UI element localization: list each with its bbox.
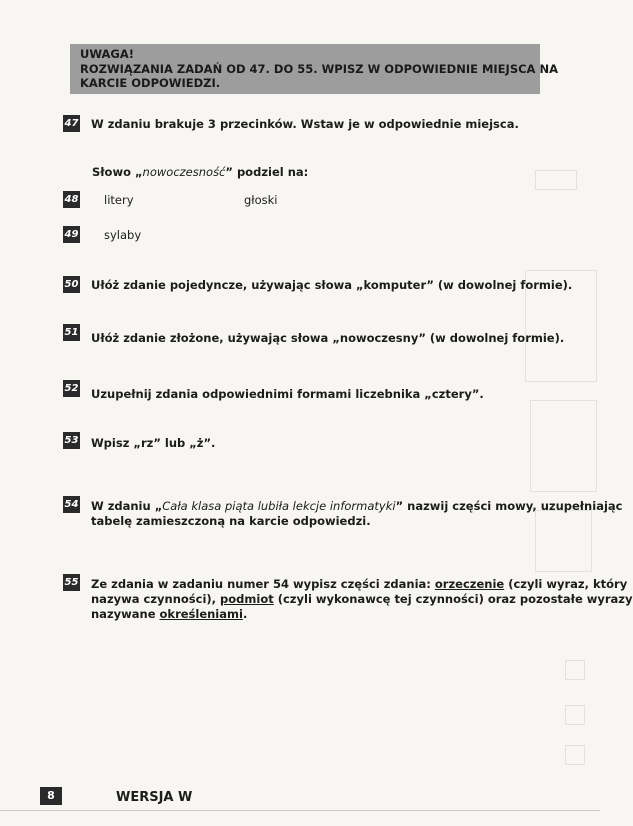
task-54-line-2: tabelę zamieszczoną na karcie odpowiedzi.	[91, 514, 371, 528]
task-55-line-2	[91, 592, 633, 607]
page-number: 8	[40, 787, 62, 805]
footer-divider	[0, 810, 600, 811]
show-through-background	[525, 150, 600, 800]
task-48-litery: litery	[104, 193, 134, 207]
t55-d: nazywa czynności),	[91, 592, 221, 606]
task-number-53: 53	[63, 432, 80, 449]
t54-post: ” nazwij części mowy, uzupełniając	[395, 499, 623, 513]
task-number-47: 47	[63, 115, 80, 132]
task-number-55: 55	[63, 574, 80, 591]
banner-line-3: KARCIE ODPOWIEDZI.	[80, 76, 221, 90]
t55-okreslenia: określeniami	[159, 607, 243, 621]
intro-pre: Słowo „	[92, 165, 143, 179]
version-label: WERSJA W	[116, 790, 193, 805]
t54-pre: W zdaniu „	[91, 499, 163, 513]
task-49-sylaby: sylaby	[104, 228, 142, 242]
intro-word: nowoczesność	[142, 165, 226, 179]
task-number-50: 50	[63, 276, 80, 293]
banner-line-2: ROZWIĄZANIA ZADAŃ OD 47. DO 55. WPISZ W ODPOWIEDNIE MIEJSCA NA	[80, 61, 558, 76]
task-number-48: 48	[63, 191, 80, 208]
task-47-text: W zdaniu brakuje 3 przecinków. Wstaw je w odpowiednie miejsca.	[91, 117, 519, 131]
task-intro	[92, 165, 308, 180]
task-54-line-1	[91, 499, 622, 514]
t55-podmiot: podmiot	[220, 592, 274, 606]
t55-g: nazywane	[91, 607, 160, 621]
t55-orzeczenie: orzeczenie	[434, 577, 505, 591]
t55-i: .	[242, 607, 248, 621]
task-50-text: Ułóż zdanie pojedyncze, używając słowa „komputer” (w dowolnej formie).	[91, 278, 573, 292]
task-55-line-1	[91, 577, 627, 592]
task-53-text: Wpisz „rz” lub „ż”.	[91, 436, 216, 450]
task-number-54: 54	[63, 496, 80, 513]
instruction-banner	[70, 44, 558, 94]
task-number-49: 49	[63, 226, 80, 243]
task-48-gloski: głoski	[244, 193, 278, 207]
task-55-line-3	[91, 607, 247, 622]
t54-quote: Cała klasa piąta lubiła lekcje informatyki	[162, 499, 396, 513]
banner-line-1: UWAGA!	[80, 47, 134, 61]
t55-c: (czyli wyraz, który	[504, 577, 628, 591]
task-51-text: Ułóż zdanie złożone, używając słowa „nowoczesny” (w dowolnej formie).	[91, 331, 565, 345]
task-number-51: 51	[63, 324, 80, 341]
t55-f: (czyli wykonawcę tej czynności) oraz pozostałe wyrazy	[273, 592, 633, 606]
task-52-text: Uzupełnij zdania odpowiednimi formami liczebnika „cztery”.	[91, 387, 484, 401]
t55-a: Ze zdania w zadaniu numer 54 wypisz części zdania:	[91, 577, 435, 591]
task-number-52: 52	[63, 380, 80, 397]
intro-post: ” podziel na:	[225, 165, 309, 179]
